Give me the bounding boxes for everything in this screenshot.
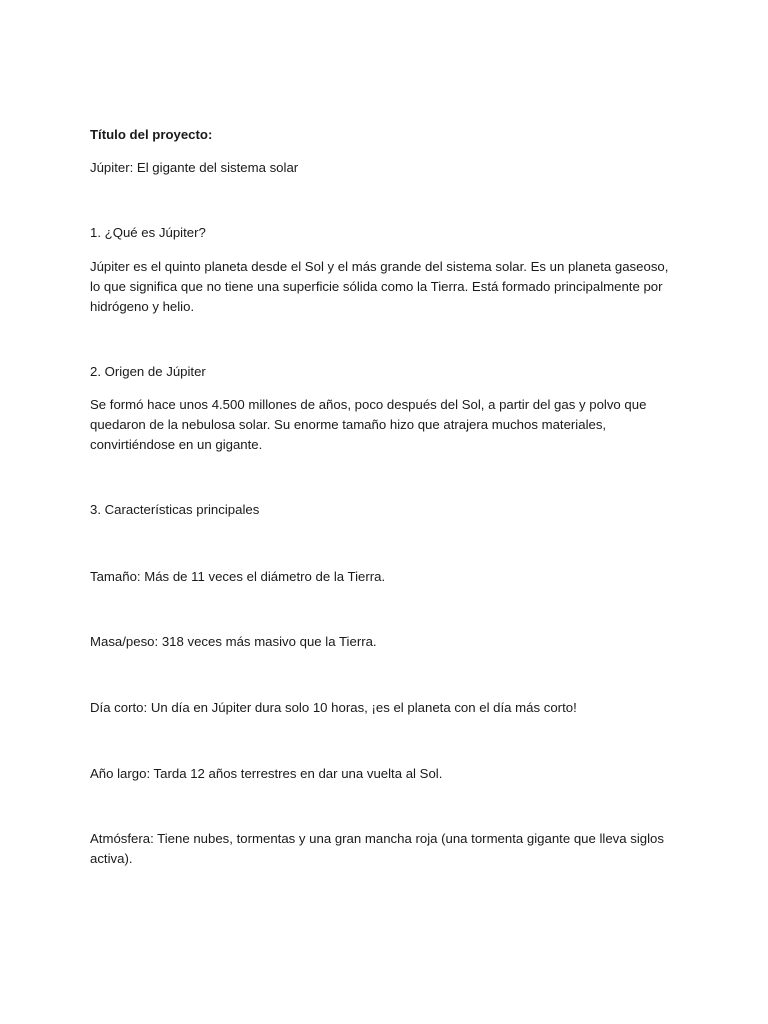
project-title-label: Título del proyecto: — [90, 127, 213, 142]
feature-atmosphere: Atmósfera: Tiene nubes, tormentas y una gran mancha roja (una tormenta gigante que lleva siglos activa). — [90, 831, 664, 866]
project-title: Júpiter: El gigante del sistema solar — [90, 160, 299, 175]
section-3-heading: 3. Características principales — [90, 502, 260, 517]
feature-size: Tamaño: Más de 11 veces el diámetro de la Tierra. — [90, 569, 386, 584]
section-2-heading: 2. Origen de Júpiter — [90, 364, 206, 379]
section-2-body: Se formó hace unos 4.500 millones de años, poco después del Sol, a partir del gas y polvo que quedaron de la nebulosa solar. Su enorme tamaño hizo que atrajera muchos materiales, convirtiéndose en un gigante. — [90, 397, 647, 452]
section-1-body: Júpiter es el quinto planeta desde el Sol y el más grande del sistema solar. Es un planeta gaseoso, lo que significa que no tiene una superficie sólida como la Tierra. Está formado principalmente por hidrógeno y helio. — [90, 259, 669, 314]
feature-day: Día corto: Un día en Júpiter dura solo 10 horas, ¡es el planeta con el día más corto! — [90, 700, 577, 715]
section-1-heading: 1. ¿Qué es Júpiter? — [90, 225, 206, 240]
feature-year: Año largo: Tarda 12 años terrestres en dar una vuelta al Sol. — [90, 766, 443, 781]
feature-mass: Masa/peso: 318 veces más masivo que la Tierra. — [90, 634, 377, 649]
